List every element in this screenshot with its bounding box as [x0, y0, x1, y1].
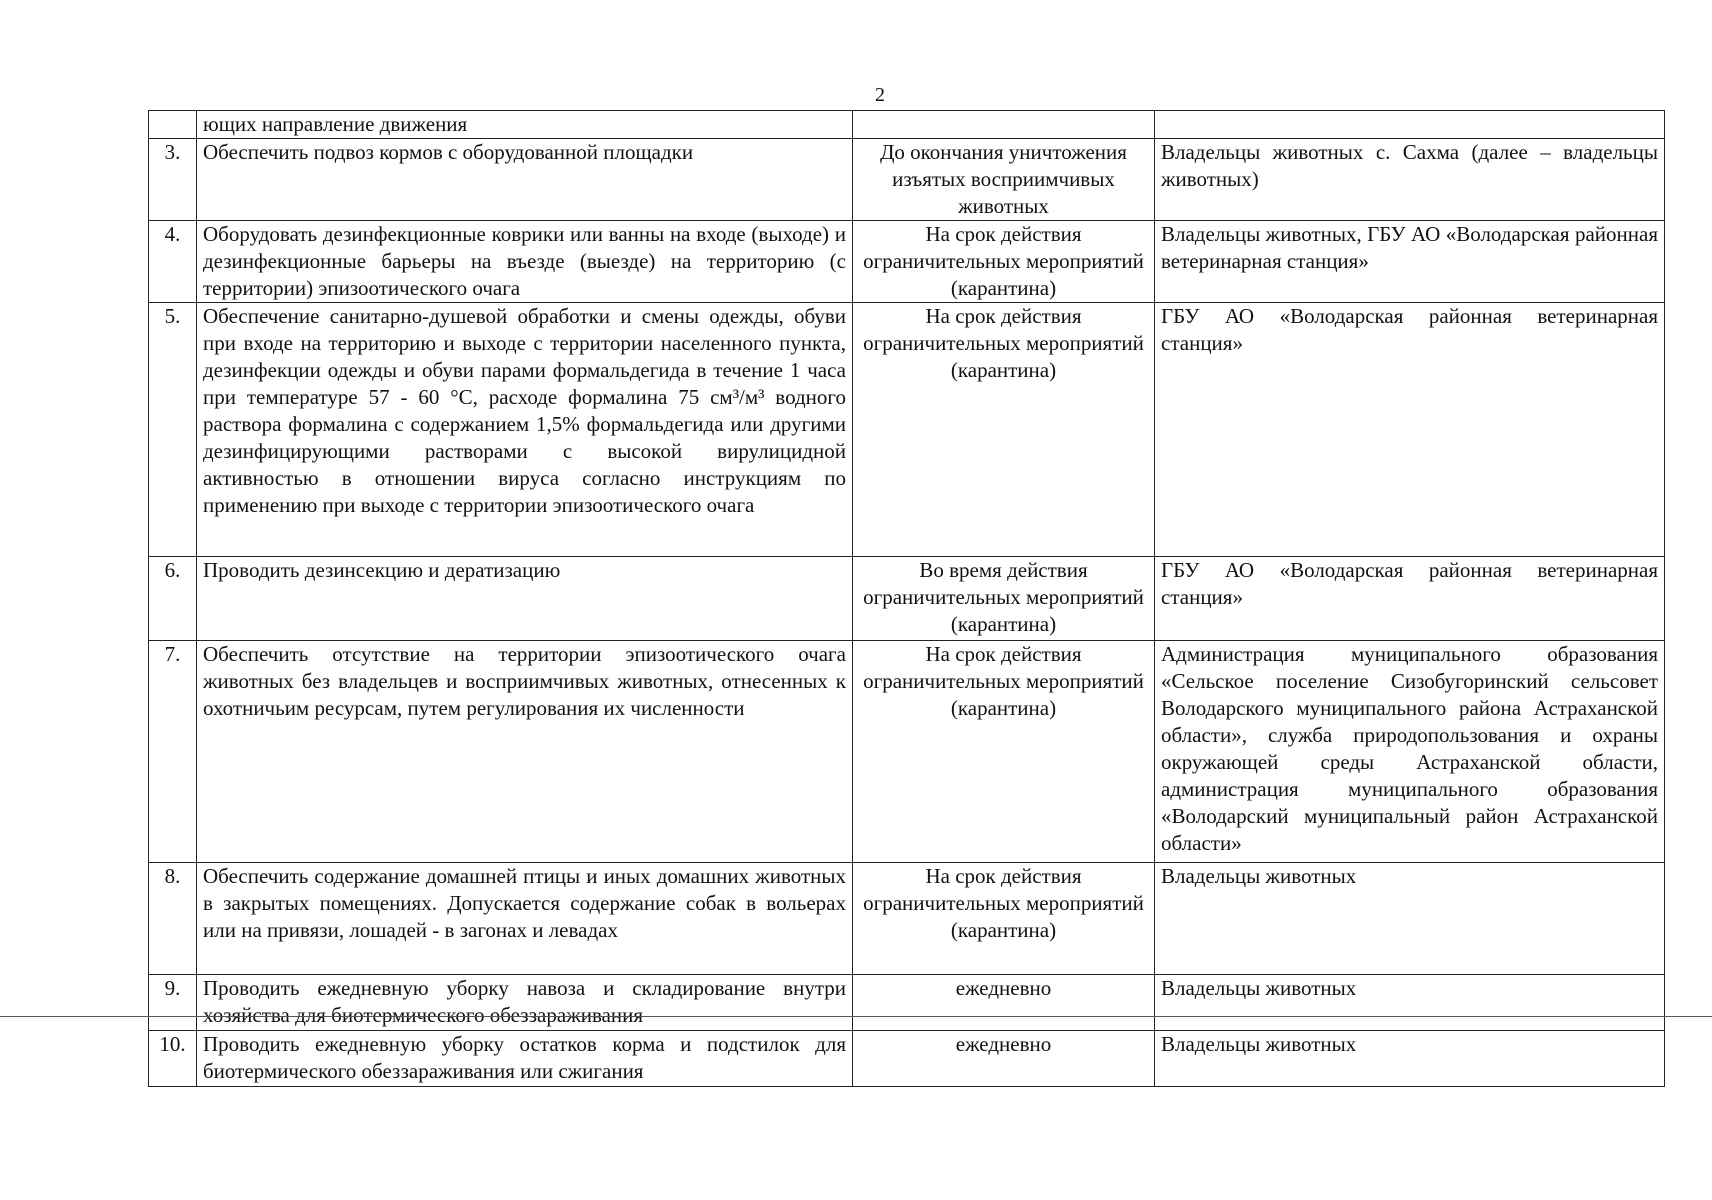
table-row	[149, 557, 1665, 641]
row-number	[149, 111, 197, 139]
row-number: 4.	[149, 221, 197, 303]
row-number: 9.	[149, 975, 197, 1031]
term-text: ежедневно	[853, 1031, 1155, 1087]
row-number: 10.	[149, 1031, 197, 1087]
row-number: 8.	[149, 863, 197, 975]
measure-text: Проводить дезинсекцию и дератизацию	[197, 557, 853, 641]
scan-artifact-line	[0, 1016, 1712, 1017]
table-row	[149, 139, 1665, 221]
table-row	[149, 641, 1665, 863]
term-text: На срок действия ограничительных мероприятий (карантина)	[853, 303, 1155, 557]
measure-text: Обеспечение санитарно-душевой обработки и смены одежды, обуви при входе на территорию и выходе с территории населенного пункта, дезинфекции одежды и обуви парами формальдегида в течение 1 часа при температуре 57 - 60 °С, расходе формалина 75 см³/м³ водного раствора формалина с содержанием 1,5% формальдегида или другими дезинфицирующими растворами с высокой вирулицидной активностью в отношении вируса согласно инструкциям по применению при выходе с территории эпизоотического очага	[197, 303, 853, 557]
measure-text: Обеспечить отсутствие на территории эпизоотического очага животных без владельцев и восприимчивых животных, отнесенных к охотничьим ресурсам, путем регулирования их численности	[197, 641, 853, 863]
responsible-text: Владельцы животных с. Сахма (далее – владельцы животных)	[1155, 139, 1665, 221]
term-text: На срок действия ограничительных мероприятий (карантина)	[853, 221, 1155, 303]
responsible-text: Владельцы животных	[1155, 863, 1665, 975]
term-text: Во время действия ограничительных мероприятий (карантина)	[853, 557, 1155, 641]
page-number: 2	[875, 84, 885, 106]
measure-text: Проводить ежедневную уборку навоза и складирование внутри хозяйства для биотермического обеззараживания	[197, 975, 853, 1031]
term-text: На срок действия ограничительных мероприятий (карантина)	[853, 641, 1155, 863]
term-text: До окончания уничтожения изъятых восприимчивых животных	[853, 139, 1155, 221]
responsible-text: Администрация муниципального образования «Сельское поселение Сизобугоринский сельсовет Володарского муниципального района Астраханской области», служба природопользования и охраны окружающей среды Астраханской области, администрация муниципального образования «Володарский муниципальный район Астраханской области»	[1155, 641, 1665, 863]
table-row	[149, 1031, 1665, 1087]
measure-text: ющих направление движения	[197, 111, 853, 139]
responsible-text: ГБУ АО «Володарская районная ветеринарная станция»	[1155, 303, 1665, 557]
table-row	[149, 111, 1665, 139]
table-row	[149, 303, 1665, 557]
term-text: На срок действия ограничительных мероприятий (карантина)	[853, 863, 1155, 975]
responsible-text: Владельцы животных	[1155, 1031, 1665, 1087]
table-row	[149, 975, 1665, 1031]
term-text	[853, 111, 1155, 139]
measure-text: Обеспечить подвоз кормов с оборудованной площадки	[197, 139, 853, 221]
table-row	[149, 863, 1665, 975]
row-number: 6.	[149, 557, 197, 641]
row-number: 3.	[149, 139, 197, 221]
row-number: 5.	[149, 303, 197, 557]
measure-text: Проводить ежедневную уборку остатков корма и подстилок для биотермического обеззараживания или сжигания	[197, 1031, 853, 1087]
row-number: 7.	[149, 641, 197, 863]
measure-text: Оборудовать дезинфекционные коврики или ванны на входе (выходе) и дезинфекционные барьеры на въезде (выезде) на территорию (с территории) эпизоотического очага	[197, 221, 853, 303]
responsible-text: Владельцы животных, ГБУ АО «Володарская районная ветеринарная станция»	[1155, 221, 1665, 303]
measures-table	[148, 110, 1665, 1087]
term-text: ежедневно	[853, 975, 1155, 1031]
responsible-text: ГБУ АО «Володарская районная ветеринарная станция»	[1155, 557, 1665, 641]
responsible-text	[1155, 111, 1665, 139]
responsible-text: Владельцы животных	[1155, 975, 1665, 1031]
measure-text: Обеспечить содержание домашней птицы и иных домашних животных в закрытых помещениях. Допускается содержание собак в вольерах или на привязи, лошадей - в загонах и левадах	[197, 863, 853, 975]
table-row	[149, 221, 1665, 303]
